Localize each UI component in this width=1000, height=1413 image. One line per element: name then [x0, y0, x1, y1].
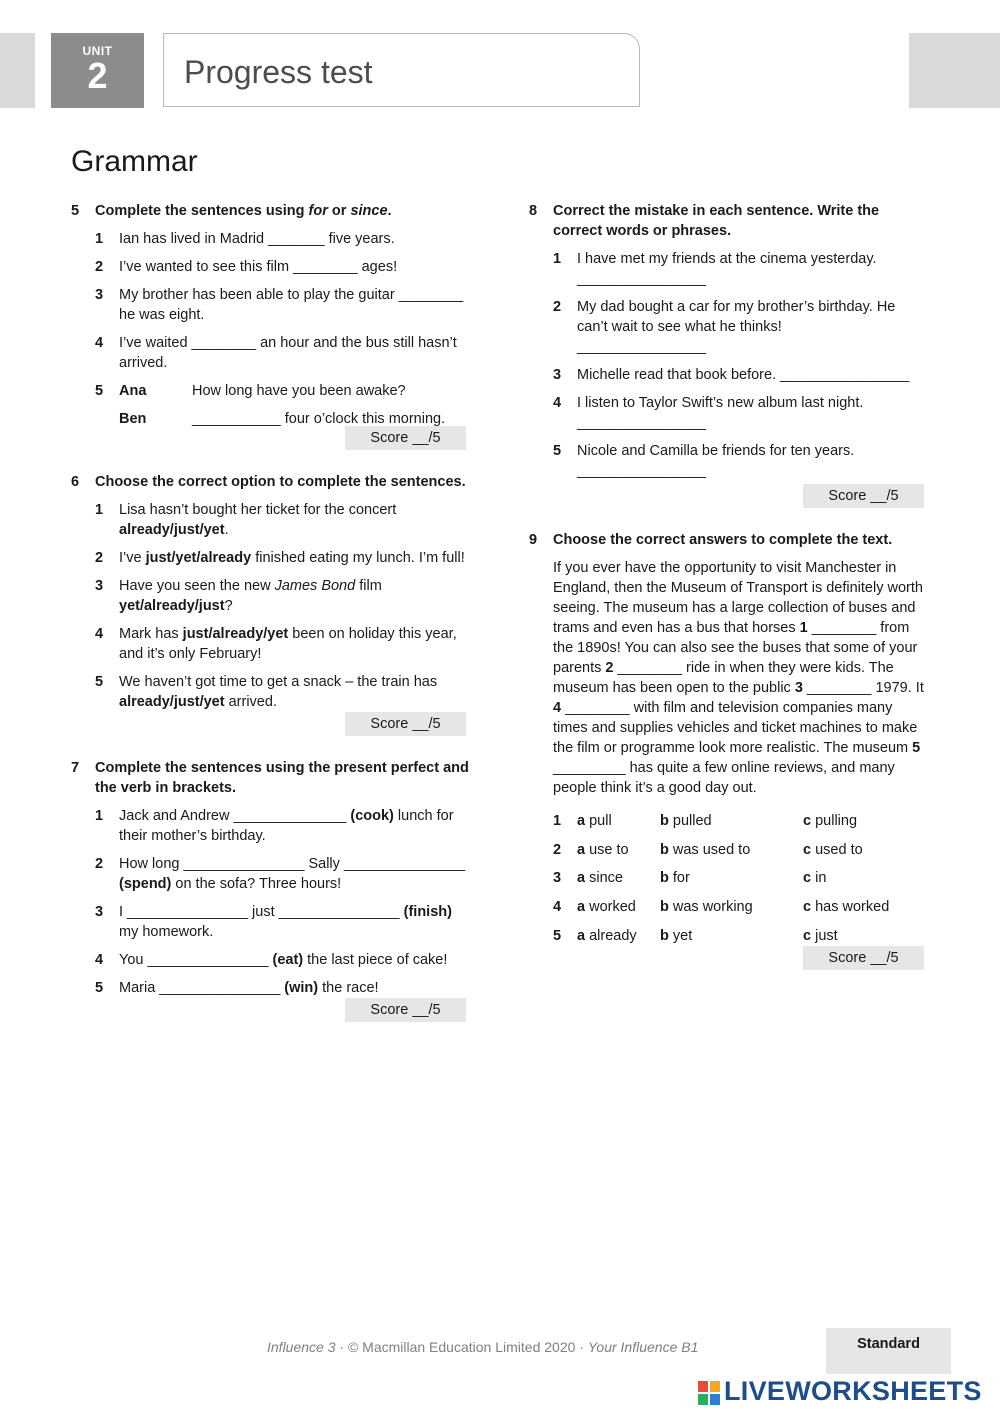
score-box: Score __/5 — [803, 484, 924, 508]
item-options[interactable]: already/just/yet — [119, 694, 225, 710]
answer-blank[interactable]: ________________ — [577, 415, 707, 431]
item-text: my homework. — [119, 924, 214, 940]
options-row — [529, 868, 929, 888]
item-text: Michelle read that book before. ________________ — [577, 367, 910, 383]
option-a[interactable] — [577, 840, 629, 860]
speaker: Ben — [119, 411, 147, 427]
footer-copyright: © Macmillan Education Limited 2020 — [347, 1339, 576, 1355]
option-letter: c — [803, 841, 812, 858]
option-letter: a — [577, 870, 586, 887]
text-part: ________ 1979. It — [802, 680, 924, 696]
option-text: pull — [589, 813, 612, 829]
option-c[interactable] — [803, 811, 857, 831]
exercise-8-item[interactable] — [529, 297, 929, 357]
instruction-or: or — [327, 203, 351, 219]
item-options[interactable]: already/just/yet — [119, 522, 225, 538]
item-verb: (cook) — [350, 808, 394, 824]
liveworksheets-wordmark: LIVEWORKSHEETS — [724, 1376, 982, 1406]
item-text: I listen to Taylor Swift’s new album last night. — [577, 395, 864, 411]
exercise-6-item[interactable] — [71, 576, 471, 616]
answer-blank[interactable]: ________________ — [577, 463, 707, 479]
option-letter: c — [803, 870, 812, 887]
option-text: worked — [589, 899, 636, 916]
dialog-line: How long have you been awake? — [192, 383, 406, 399]
item-number: 2 — [95, 856, 104, 872]
item-text: lunch for their mother’s birthday. — [119, 808, 454, 844]
score-box: Score __/5 — [345, 426, 466, 450]
left-column — [71, 201, 471, 1022]
exercise-5-item[interactable] — [71, 229, 471, 249]
item-number: 5 — [553, 927, 562, 944]
exercise-number: 8 — [529, 203, 538, 219]
item-text: the last piece of cake! — [303, 952, 448, 968]
exercise-8-item[interactable] — [529, 441, 929, 481]
options-row — [529, 811, 929, 831]
option-c[interactable] — [803, 868, 826, 888]
option-letter: b — [660, 927, 669, 944]
answer-blank[interactable]: ________________ — [577, 339, 707, 355]
item-text: been on holiday this year, and it’s only February! — [119, 626, 457, 662]
option-text: in — [815, 870, 827, 887]
item-text: My dad bought a car for my brother’s birthday. He can’t wait to see what he thinks! — [577, 299, 896, 335]
instruction-text: Complete the sentences using — [95, 203, 309, 219]
option-letter: b — [660, 813, 669, 829]
item-text: Nicole and Camilla be friends for ten years. — [577, 443, 855, 459]
instruction-for: for — [308, 203, 328, 219]
exercise-6-item[interactable] — [71, 500, 471, 540]
item-text: . — [224, 522, 229, 538]
speaker: Ana — [119, 383, 147, 399]
item-number: 1 — [95, 502, 104, 518]
options-row — [529, 840, 929, 860]
item-text: Ian has lived in Madrid _______ five years. — [119, 231, 395, 247]
instruction-text: Choose the correct option to complete the sentences. — [95, 474, 466, 490]
unit-badge — [51, 33, 144, 108]
item-number: 4 — [553, 395, 562, 411]
item-text: How long _______________ Sally _______________ — [119, 856, 465, 872]
item-number: 3 — [95, 578, 104, 594]
option-letter: b — [660, 841, 669, 858]
gap-number: 1 — [799, 620, 808, 636]
footer-edition: Your Influence B1 — [587, 1339, 699, 1355]
option-b[interactable] — [660, 840, 750, 860]
option-text: was working — [672, 899, 753, 916]
exercise-9-instruction — [529, 530, 929, 550]
item-text: Have you seen the new — [119, 578, 275, 594]
item-text: I _______________ just _______________ — [119, 904, 404, 920]
item-number: 1 — [553, 251, 562, 267]
exercise-6-item[interactable] — [71, 672, 471, 712]
exercise-8-item[interactable] — [529, 365, 929, 385]
item-text: arrived. — [224, 694, 277, 710]
item-number: 3 — [553, 870, 562, 887]
option-text: yet — [672, 927, 693, 944]
score-box: Score __/5 — [803, 946, 924, 970]
item-options[interactable]: just/yet/already — [145, 550, 252, 566]
right-column — [529, 201, 929, 970]
gap-number: 4 — [553, 700, 562, 716]
option-a[interactable] — [577, 897, 636, 917]
exercise-number: 6 — [71, 474, 80, 490]
header-tab-left — [0, 33, 35, 108]
item-text: film — [355, 578, 382, 594]
item-text: on the sofa? Three hours! — [171, 876, 342, 892]
exercise-8-item[interactable] — [529, 249, 929, 289]
dialog-line: ___________ four o’clock this morning. — [192, 411, 446, 427]
option-text: already — [589, 927, 637, 944]
option-c[interactable] — [803, 926, 838, 946]
option-letter: c — [803, 899, 812, 916]
page-title: Progress test — [184, 54, 373, 90]
gap-number: 5 — [912, 740, 921, 756]
exercise-5-item[interactable] — [71, 285, 471, 325]
item-text: My brother has been able to play the guitar ________ he was eight. — [119, 287, 464, 323]
item-number: 2 — [95, 550, 104, 566]
item-text: I’ve waited ________ an hour and the bus still hasn’t arrived. — [119, 335, 457, 371]
option-letter: c — [803, 927, 812, 944]
option-text: use to — [589, 841, 629, 858]
option-text: for — [672, 870, 690, 887]
instruction-text: Complete the sentences using the present perfect and the verb in brackets. — [95, 760, 469, 796]
item-number: 1 — [95, 808, 104, 824]
option-letter: a — [577, 927, 586, 944]
item-text: Jack and Andrew ______________ — [119, 808, 351, 824]
item-number: 4 — [95, 952, 104, 968]
item-number: 5 — [95, 980, 104, 996]
exercise-7-item[interactable] — [71, 854, 471, 894]
option-b[interactable] — [660, 868, 690, 888]
item-italic: James Bond — [274, 578, 356, 594]
options-row — [529, 897, 929, 917]
item-verb: (eat) — [272, 952, 304, 968]
option-letter: b — [660, 870, 669, 887]
footer-separator: · — [335, 1339, 348, 1355]
liveworksheets-icon — [698, 1381, 720, 1405]
text-part: ________ from the 1890s! You can also see the buses that some of your parents — [553, 620, 918, 676]
score-box: Score __/5 — [345, 998, 466, 1022]
item-number: 4 — [95, 335, 104, 351]
unit-label: UNIT — [82, 44, 113, 58]
option-text: has worked — [815, 899, 890, 916]
option-a[interactable] — [577, 926, 637, 946]
option-letter: a — [577, 899, 586, 916]
item-verb: (win) — [284, 980, 319, 996]
item-number: 4 — [95, 626, 104, 642]
item-text: Maria _______________ — [119, 980, 285, 996]
instruction-text: Choose the correct answers to complete the text. — [553, 532, 893, 548]
instruction-end: . — [387, 203, 392, 219]
item-number: 5 — [95, 383, 104, 399]
option-a[interactable] — [577, 868, 623, 888]
text-part: ________ ride in when they were kids. The museum has been open to the public — [553, 660, 894, 696]
item-text: I’ve wanted to see this film ________ ages! — [119, 259, 398, 275]
option-letter: a — [577, 813, 586, 829]
item-options[interactable]: yet/already/just — [119, 598, 225, 614]
item-number: 3 — [553, 367, 562, 383]
item-text: finished eating my lunch. I’m full! — [251, 550, 465, 566]
item-text: Mark has — [119, 626, 183, 642]
item-verb: (finish) — [403, 904, 452, 920]
item-number: 2 — [95, 259, 104, 275]
unit-number: 2 — [87, 55, 108, 96]
text-part: ________ with film and television companies many times and supplies vehicles and ticket machines to make the film or programme look more realistic. The museum — [553, 700, 918, 756]
item-number: 2 — [553, 299, 562, 315]
item-number: 5 — [95, 674, 104, 690]
text-part: If you ever have the opportunity to visit Manchester in England, then the Museum of Transport is definitely worth seeing. The museum has a large collection of buses and trams and even has a bus that horses — [553, 560, 923, 636]
item-number: 2 — [553, 841, 562, 858]
exercise-7-item[interactable] — [71, 806, 471, 846]
item-text: I have met my friends at the cinema yesterday. — [577, 251, 877, 267]
exercise-7-item[interactable] — [71, 902, 471, 942]
item-number: 1 — [95, 231, 104, 247]
exercise-5-instruction — [71, 201, 471, 221]
footer-separator: · — [575, 1339, 588, 1355]
item-options[interactable]: just/already/yet — [182, 626, 289, 642]
gap-number: 3 — [794, 680, 803, 696]
exercise-8-instruction — [529, 201, 929, 241]
exercise-8-item[interactable] — [529, 393, 929, 433]
option-a[interactable] — [577, 811, 612, 831]
gap-number: 2 — [605, 660, 614, 676]
reading-text — [529, 558, 929, 798]
exercise-7-instruction — [71, 758, 471, 798]
header-tab-right — [909, 33, 1000, 108]
text-part: _________ has quite a few online reviews, and many people think it’s a good day out. — [553, 760, 895, 796]
item-number: 4 — [553, 899, 562, 916]
option-b[interactable] — [660, 926, 692, 946]
option-text: just — [815, 927, 838, 944]
exercise-number: 5 — [71, 203, 80, 219]
exercise-6-instruction — [71, 472, 471, 492]
option-text: since — [589, 870, 623, 887]
item-number: 1 — [553, 813, 562, 829]
exercise-5-dialog-line[interactable] — [71, 381, 471, 401]
instruction-since: since — [350, 203, 388, 219]
item-text: the race! — [318, 980, 379, 996]
item-text: I’ve — [119, 550, 146, 566]
item-text: Lisa hasn’t bought her ticket for the concert — [119, 502, 397, 518]
exercise-6-item[interactable] — [71, 624, 471, 664]
option-letter: b — [660, 899, 669, 916]
section-title: Grammar — [71, 145, 198, 178]
option-c[interactable] — [803, 840, 863, 860]
option-c[interactable] — [803, 897, 889, 917]
footer-credit — [267, 1339, 698, 1355]
exercise-5-item[interactable] — [71, 257, 471, 277]
option-text: was used to — [672, 841, 751, 858]
option-text: pulling — [815, 813, 858, 829]
option-letter: a — [577, 841, 586, 858]
exercise-number: 9 — [529, 532, 538, 548]
exercise-number: 7 — [71, 760, 80, 776]
option-letter: c — [803, 813, 812, 829]
footer-book: Influence 3 — [267, 1339, 336, 1355]
item-text: ? — [224, 598, 233, 614]
option-b[interactable] — [660, 811, 712, 831]
instruction-text: Correct the mistake in each sentence. Write the correct words or phrases. — [553, 203, 880, 239]
option-text: used to — [815, 841, 863, 858]
exercise-6-item[interactable] — [71, 548, 471, 568]
answer-blank[interactable]: ________________ — [577, 271, 707, 287]
score-box: Score __/5 — [345, 712, 466, 736]
option-b[interactable] — [660, 897, 753, 917]
option-text: pulled — [672, 813, 712, 829]
item-text: We haven’t got time to get a snack – the train has — [119, 674, 438, 690]
title-box — [163, 33, 640, 107]
exercise-7-item[interactable] — [71, 950, 471, 970]
item-verb: (spend) — [119, 876, 172, 892]
item-number: 3 — [95, 904, 104, 920]
exercise-5-item[interactable] — [71, 333, 471, 373]
item-number: 3 — [95, 287, 104, 303]
level-badge: Standard — [826, 1328, 951, 1374]
exercise-5-dialog-line[interactable] — [71, 409, 471, 429]
options-row — [529, 926, 929, 946]
item-number: 5 — [553, 443, 562, 459]
exercise-7-item[interactable] — [71, 978, 471, 998]
item-text: You _______________ — [119, 952, 273, 968]
